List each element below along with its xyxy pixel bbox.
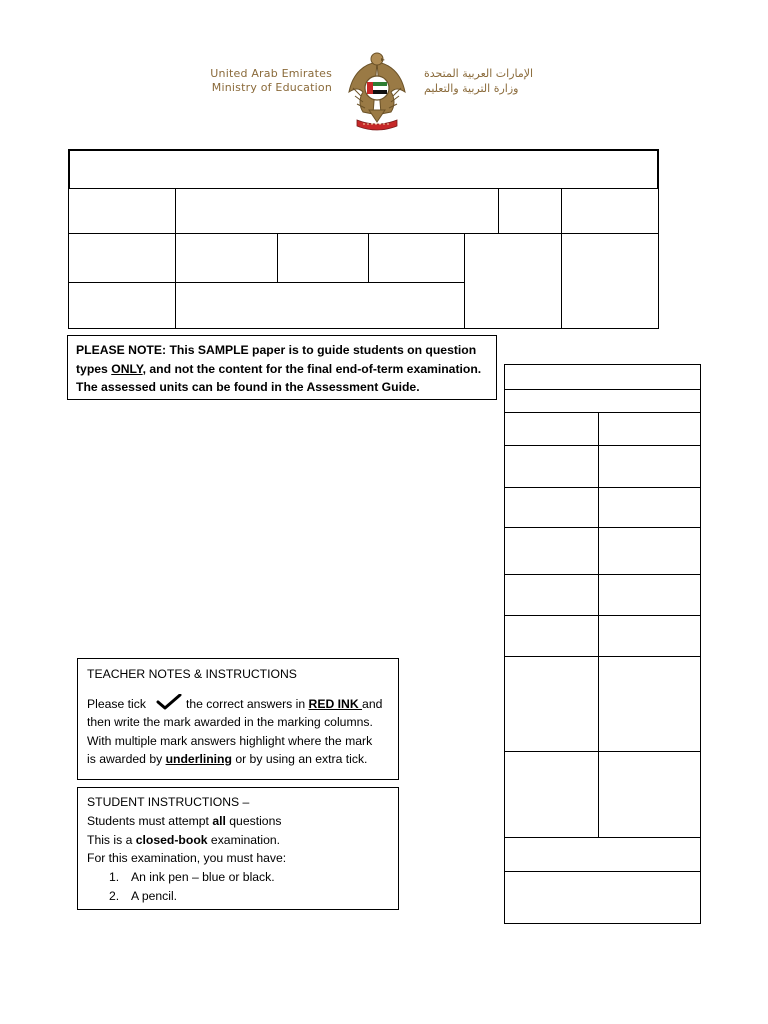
list-item-number: 1.	[109, 870, 120, 885]
info-value-cell[interactable]	[175, 282, 465, 329]
info-label-cell	[68, 233, 176, 283]
teacher-notes-title: TEACHER NOTES & INSTRUCTIONS	[87, 667, 297, 681]
marks-question-cell	[504, 574, 599, 616]
ministry-name-arabic-line: وزارة التربية والتعليم	[424, 82, 519, 95]
info-value-cell[interactable]	[561, 233, 659, 329]
info-value-cell[interactable]	[368, 233, 465, 283]
marks-score-cell[interactable]	[598, 574, 701, 616]
must-have-line: For this examination, you must have:	[87, 851, 287, 866]
ministry-name-arabic	[424, 66, 533, 96]
info-label-cell	[68, 282, 176, 329]
student-instructions-box	[77, 787, 399, 910]
info-label-cell	[464, 233, 562, 329]
teacher-notes-line-1	[87, 694, 389, 714]
marks-score-cell[interactable]	[598, 615, 701, 657]
list-item	[87, 887, 389, 906]
attempt-all-line	[87, 812, 389, 831]
sample-paper-note	[67, 335, 497, 400]
teacher-notes-box	[77, 658, 399, 780]
line1-end-text: and	[362, 696, 383, 711]
marks-total-label	[504, 837, 701, 872]
country-name-arabic: الإمارات العربية المتحدة	[424, 67, 534, 80]
marks-question-cell	[504, 445, 599, 488]
marks-score-cell[interactable]	[598, 751, 701, 838]
marks-question-cell	[504, 615, 599, 657]
teacher-notes-line-3: With multiple mark answers highlight where the mark	[87, 733, 373, 748]
marks-question-cell	[504, 412, 599, 446]
info-label-cell	[277, 233, 369, 283]
info-label-cell	[68, 188, 176, 234]
list-item	[87, 868, 389, 887]
attempt-start-text: Students must attempt	[87, 813, 213, 828]
note-rest: , and not the content for the final end-of-term examination. The assessed units can be found in the Assessment Guide.	[76, 361, 482, 394]
ministry-name-english	[210, 67, 332, 95]
please-tick-text: Please tick	[87, 696, 146, 711]
closed-book-line	[87, 831, 389, 850]
student-instructions-title: STUDENT INSTRUCTIONS –	[87, 795, 250, 809]
marks-question-cell	[504, 487, 599, 528]
closed-start-text: This is a	[87, 832, 136, 847]
marks-score-cell[interactable]	[598, 445, 701, 488]
info-label-cell	[498, 188, 562, 234]
marks-question-cell	[504, 751, 599, 838]
teacher-notes-line-4	[87, 750, 389, 769]
marks-score-cell[interactable]	[598, 487, 701, 528]
marks-score-cell[interactable]	[598, 412, 701, 446]
marks-score-cell[interactable]	[598, 527, 701, 575]
list-item-text: A pencil.	[131, 888, 178, 903]
note-only: ONLY	[111, 361, 143, 376]
info-value-cell[interactable]	[175, 188, 499, 234]
attempt-all-bold: all	[212, 813, 226, 828]
attempt-end-text: questions	[225, 813, 282, 828]
closed-end-text: examination.	[207, 832, 281, 847]
line4-start-text: is awarded by	[87, 752, 166, 766]
after-tick-text: the correct answers in	[185, 696, 309, 711]
info-value-cell[interactable]	[561, 188, 659, 234]
underlining-text: underlining	[165, 752, 232, 766]
list-item-text: An ink pen – blue or black.	[131, 870, 275, 885]
marks-question-cell	[504, 527, 599, 575]
marks-total-value[interactable]	[504, 871, 701, 924]
ministry-name-english-line: Ministry of Education	[211, 81, 332, 94]
list-item-number: 2.	[109, 888, 120, 903]
marks-question-cell	[504, 656, 599, 752]
exam-info-title-cell	[68, 149, 659, 189]
red-ink-text: RED INK	[308, 696, 363, 711]
teacher-notes-line-2: then write the mark awarded in the marking columns.	[87, 715, 373, 729]
line4-end-text: or by using an extra tick.	[231, 752, 368, 766]
uae-falcon-emblem-icon	[345, 48, 409, 132]
checkmark-icon	[156, 694, 182, 710]
marks-score-cell[interactable]	[598, 656, 701, 752]
country-name-english: United Arab Emirates	[210, 67, 332, 80]
info-value-cell[interactable]	[175, 233, 278, 283]
marks-table-subheader	[504, 389, 701, 413]
marks-table-header	[504, 364, 701, 390]
note-prefix: PLEASE NOTE: This SAMPLE paper is to guide students on question types	[76, 343, 477, 376]
closed-book-bold: closed-book	[135, 832, 208, 847]
